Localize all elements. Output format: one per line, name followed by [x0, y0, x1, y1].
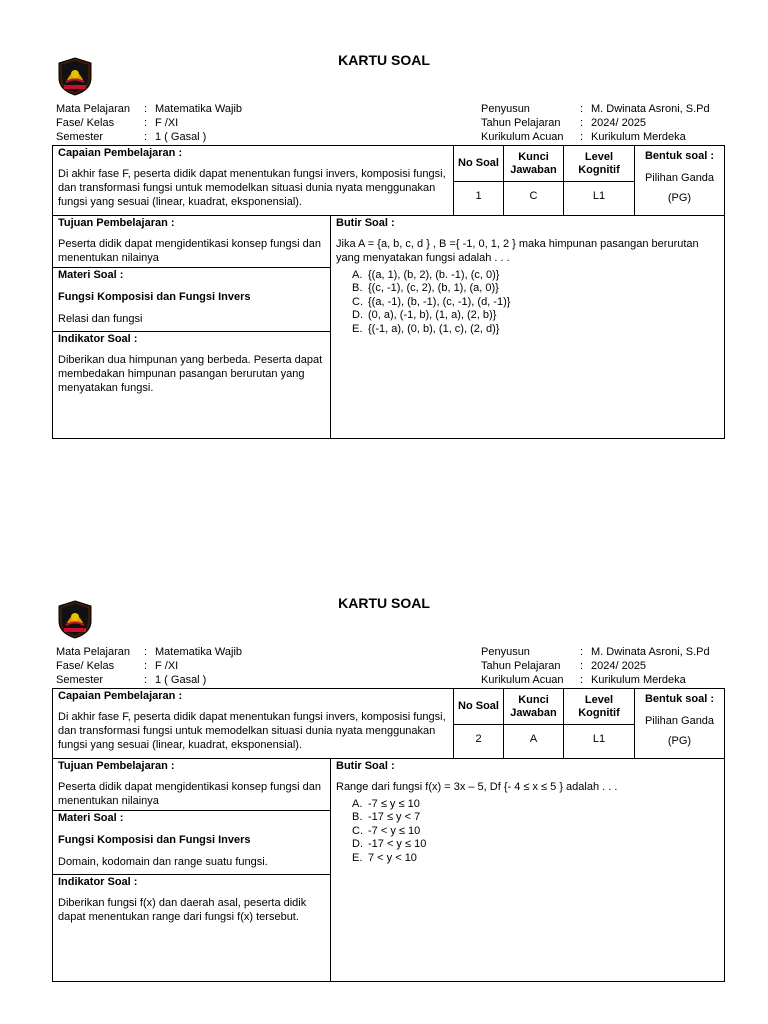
colon: :: [580, 131, 584, 143]
meta-left: [56, 645, 242, 687]
tujuan-label: Tujuan Pembelajaran :: [58, 217, 175, 229]
no-soal-label: No Soal: [458, 700, 499, 712]
materi-label: Materi Soal :: [58, 812, 124, 824]
butir-question: Jika A = {a, b, c, d } , B ={ -1, 0, 1, 2 } maka himpunan pasangan berurutan yang menyatakan fungsi adalah . . .: [336, 238, 699, 264]
phase-label: Fase/ Kelas: [56, 660, 115, 672]
option-text: {(a, 1), (b, 2), (b. -1), (c, 0)}: [368, 269, 500, 281]
option-letter: B.: [352, 282, 363, 295]
option-letter: E.: [352, 322, 363, 335]
capaian-cell: [52, 145, 454, 216]
curriculum-label: Kurikulum Acuan: [481, 131, 564, 143]
colon: :: [144, 103, 148, 115]
answer-option: [352, 811, 719, 824]
no-soal-header: [453, 145, 504, 182]
butir-cell: [330, 215, 725, 439]
bentuk-value: Pilihan Ganda: [644, 715, 715, 727]
colon: :: [580, 103, 584, 115]
options-list: [336, 798, 719, 865]
semester-label: Semester: [56, 674, 104, 686]
butir-question: Range dari fungsi f(x) = 3x – 5, Df {- 4 ≤ x ≤ 5 } adalah . . .: [336, 781, 618, 793]
tujuan-text: Peserta didik dapat mengidentikasi konsep fungsi dan menentukan nilainya: [58, 238, 321, 264]
kunci-label: Kunci Jawaban: [510, 693, 557, 719]
answer-option: [352, 838, 719, 851]
colon: :: [580, 660, 584, 672]
option-letter: D.: [352, 309, 363, 322]
year-label: Tahun Pelajaran: [481, 117, 561, 129]
butir-label: Butir Soal :: [336, 760, 395, 772]
card-title: KARTU SOAL: [338, 52, 430, 68]
option-letter: A.: [352, 798, 363, 810]
curriculum-label: Kurikulum Acuan: [481, 674, 564, 686]
no-soal-header: [453, 688, 504, 725]
colon: :: [580, 646, 584, 658]
meta-left: [56, 102, 242, 144]
question-card: [0, 0, 768, 460]
colon: :: [144, 131, 148, 143]
kunci-value: A: [503, 724, 564, 759]
year-value: 2024/ 2025: [591, 117, 647, 129]
answer-option: [352, 296, 719, 309]
answer-option: [352, 798, 719, 811]
phase-label: Fase/ Kelas: [56, 117, 115, 129]
materi-title: Fungsi Komposisi dan Fungsi Invers: [58, 291, 251, 303]
option-text: -7 ≤ y ≤ 10: [368, 798, 420, 810]
card-title: KARTU SOAL: [338, 595, 430, 611]
meta-right: [481, 645, 710, 687]
indikator-label: Indikator Soal :: [58, 876, 138, 888]
question-card: [0, 543, 768, 1003]
curriculum-value: Kurikulum Merdeka: [591, 131, 686, 143]
meta-right: [481, 102, 710, 144]
indikator-cell: [52, 331, 331, 439]
author-label: Penyusun: [481, 103, 530, 115]
colon: :: [144, 674, 148, 686]
no-soal-value: 2: [453, 724, 504, 759]
option-text: {(a, -1), (b, -1), (c, -1), (d, -1)}: [368, 295, 511, 308]
level-label: Level Kognitif: [578, 693, 620, 719]
capaian-text: Di akhir fase F, peserta didik dapat menentukan fungsi invers, komposisi fungsi, dan transformasi fungsi untuk memodelkan situasi dunia nyata menggunakan fungsi yang sesuai (linear, kuadrat, eksponensial).: [58, 168, 446, 208]
semester-label: Semester: [56, 131, 104, 143]
materi-cell: [52, 267, 331, 332]
tujuan-cell: [52, 215, 331, 268]
level-header: [563, 688, 635, 725]
bentuk-label: Bentuk soal :: [644, 693, 715, 705]
author-value: M. Dwinata Asroni, S.Pd: [591, 646, 710, 658]
option-letter: C.: [352, 295, 363, 308]
subject-value: Matematika Wajib: [155, 103, 243, 115]
capaian-label: Capaian Pembelajaran :: [58, 147, 183, 159]
year-label: Tahun Pelajaran: [481, 660, 561, 672]
option-letter: D.: [352, 838, 363, 851]
option-text: 7 < y < 10: [368, 851, 417, 864]
materi-subtitle: Relasi dan fungsi: [58, 313, 143, 325]
semester-value: 1 ( Gasal ): [155, 674, 207, 686]
materi-subtitle: Domain, kodomain dan range suatu fungsi.: [58, 856, 268, 868]
phase-value: F /XI: [155, 660, 179, 672]
answer-option: [352, 282, 719, 295]
tujuan-label: Tujuan Pembelajaran :: [58, 760, 175, 772]
materi-title: Fungsi Komposisi dan Fungsi Invers: [58, 834, 251, 846]
tujuan-cell: [52, 758, 331, 811]
bentuk-value-abbr: (PG): [667, 192, 692, 204]
semester-value: 1 ( Gasal ): [155, 131, 207, 143]
option-text: -17 < y ≤ 10: [368, 838, 427, 851]
level-label: Level Kognitif: [578, 150, 620, 176]
option-text: {(-1, a), (0, b), (1, c), (2, d)}: [368, 322, 500, 335]
option-text: {(c, -1), (c, 2), (b, 1), (a, 0)}: [368, 282, 499, 295]
bentuk-cell: [634, 145, 725, 216]
bentuk-value-abbr: (PG): [667, 735, 692, 747]
option-letter: C.: [352, 824, 363, 837]
curriculum-value: Kurikulum Merdeka: [591, 674, 686, 686]
no-soal-value: 1: [453, 181, 504, 216]
answer-option: [352, 323, 719, 336]
level-header: [563, 145, 635, 182]
option-text: -17 ≤ y < 7: [368, 811, 421, 824]
kunci-header: [503, 688, 564, 725]
subject-value: Matematika Wajib: [155, 646, 243, 658]
butir-label: Butir Soal :: [336, 217, 395, 229]
answer-option: [352, 269, 719, 282]
colon: :: [580, 117, 584, 129]
option-text: -7 < y ≤ 10: [368, 824, 421, 837]
bentuk-label: Bentuk soal :: [644, 150, 715, 162]
kunci-label: Kunci Jawaban: [510, 150, 557, 176]
no-soal-label: No Soal: [458, 157, 499, 169]
option-letter: E.: [352, 851, 363, 864]
subject-label: Mata Pelajaran: [56, 103, 130, 115]
colon: :: [144, 117, 148, 129]
materi-cell: [52, 810, 331, 875]
capaian-cell: [52, 688, 454, 759]
author-value: M. Dwinata Asroni, S.Pd: [591, 103, 710, 115]
indikator-text: Diberikan dua himpunan yang berbeda. Peserta dapat membedakan himpunan pasangan berurutan yang menyatakan fungsi.: [58, 354, 323, 394]
tujuan-text: Peserta didik dapat mengidentikasi konsep fungsi dan menentukan nilainya: [58, 781, 321, 807]
bentuk-cell: [634, 688, 725, 759]
option-letter: B.: [352, 811, 363, 824]
kunci-value: C: [503, 181, 564, 216]
capaian-label: Capaian Pembelajaran :: [58, 690, 183, 702]
option-letter: A.: [352, 269, 363, 281]
option-text: (0, a), (-1, b), (1, a), (2, b)}: [368, 309, 497, 322]
answer-option: [352, 309, 719, 322]
author-label: Penyusun: [481, 646, 530, 658]
indikator-label: Indikator Soal :: [58, 333, 138, 345]
level-value: L1: [563, 181, 635, 216]
level-value: L1: [563, 724, 635, 759]
colon: :: [144, 646, 148, 658]
colon: :: [580, 674, 584, 686]
indikator-text: Diberikan fungsi f(x) dan daerah asal, peserta didik dapat menentukan range dari fungsi f(x) tersebut.: [58, 897, 307, 923]
capaian-text: Di akhir fase F, peserta didik dapat menentukan fungsi invers, komposisi fungsi, dan transformasi fungsi untuk memodelkan situasi dunia nyata menggunakan fungsi yang sesuai (linear, kuadrat, eksponensial).: [58, 711, 446, 751]
indikator-cell: [52, 874, 331, 982]
kunci-header: [503, 145, 564, 182]
butir-cell: [330, 758, 725, 982]
options-list: [336, 269, 719, 336]
answer-option: [352, 825, 719, 838]
bentuk-value: Pilihan Ganda: [644, 172, 715, 184]
materi-label: Materi Soal :: [58, 269, 124, 281]
answer-option: [352, 852, 719, 865]
colon: :: [144, 660, 148, 672]
year-value: 2024/ 2025: [591, 660, 647, 672]
phase-value: F /XI: [155, 117, 179, 129]
subject-label: Mata Pelajaran: [56, 646, 130, 658]
